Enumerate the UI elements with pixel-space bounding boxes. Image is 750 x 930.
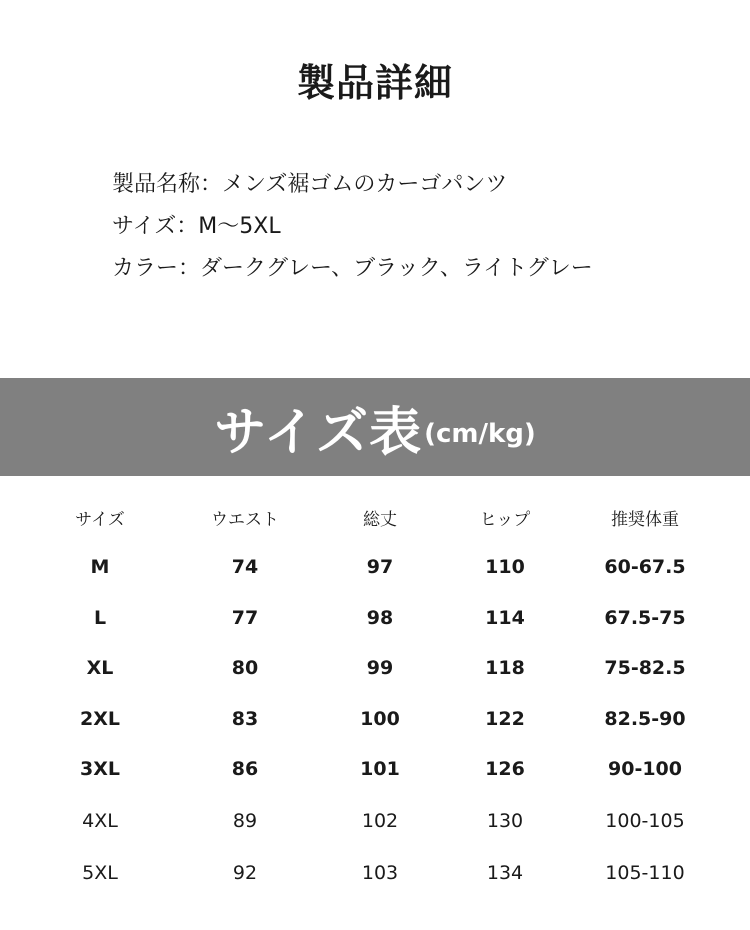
detail-color [112,252,593,294]
cell-hip: 114 [485,606,525,629]
table-row [0,643,750,694]
table-header-row [0,492,750,542]
cell-size: XL [86,657,114,680]
detail-label: サイズ [112,214,177,239]
cell-hip: 110 [485,556,525,579]
table-row [0,593,750,644]
detail-product-name [112,168,593,210]
detail-separator: ： [200,172,223,197]
cell-weight: 60-67.5 [604,556,686,579]
detail-value: メンズ裾ゴムのカーゴパンツ [222,172,508,197]
cell-weight: 67.5-75 [604,606,686,629]
cell-weight: 105-110 [605,862,685,885]
header-size: サイズ [75,509,125,530]
cell-length: 97 [366,556,394,579]
detail-value: ダークグレー、ブラック、ライトグレー [200,256,593,281]
cell-hip: 130 [486,809,524,832]
table-row [0,847,750,900]
cell-size: L [93,606,107,629]
cell-hip: 126 [485,758,525,781]
cell-size: 3XL [80,758,120,781]
cell-waist: 74 [231,556,259,579]
cell-waist: 86 [231,758,259,781]
cell-length: 98 [366,606,394,629]
table-row [0,795,750,848]
cell-size: 5XL [82,862,118,885]
detail-size [112,210,593,252]
table-row [0,542,750,593]
cell-waist: 83 [231,707,259,730]
table-row [0,744,750,795]
size-chart-title: サイズ表 [214,402,423,463]
cell-length: 99 [366,657,394,680]
detail-value: M〜5XL [198,214,281,239]
size-chart-banner [0,378,750,476]
cell-hip: 134 [486,862,524,885]
cell-length: 101 [360,758,400,781]
cell-length: 102 [361,809,399,832]
cell-weight: 100-105 [605,809,685,832]
table-row [0,694,750,745]
header-weight: 推奨体重 [611,509,679,530]
detail-separator: ： [176,214,199,239]
cell-waist: 89 [232,809,258,832]
size-table [0,492,750,900]
detail-separator: ： [178,256,201,281]
cell-waist: 77 [231,606,259,629]
cell-size: 2XL [80,707,120,730]
header-hip: ヒップ [479,509,531,530]
cell-length: 103 [361,862,399,885]
cell-waist: 92 [232,862,258,885]
cell-weight: 82.5-90 [604,707,686,730]
cell-weight: 75-82.5 [604,657,686,680]
page-title: 製品詳細 [296,61,453,105]
cell-waist: 80 [231,657,259,680]
detail-label: 製品名称 [112,172,201,197]
cell-size: 4XL [82,809,118,832]
header-length: 総丈 [363,509,397,530]
detail-label: カラー [112,256,179,281]
cell-hip: 118 [485,657,525,680]
header-waist: ウエスト [211,509,279,530]
cell-size: M [90,556,110,579]
cell-weight: 90-100 [608,758,682,781]
cell-length: 100 [360,707,400,730]
size-chart-unit: (cm/kg) [424,419,536,449]
product-details [112,168,593,294]
cell-hip: 122 [485,707,525,730]
